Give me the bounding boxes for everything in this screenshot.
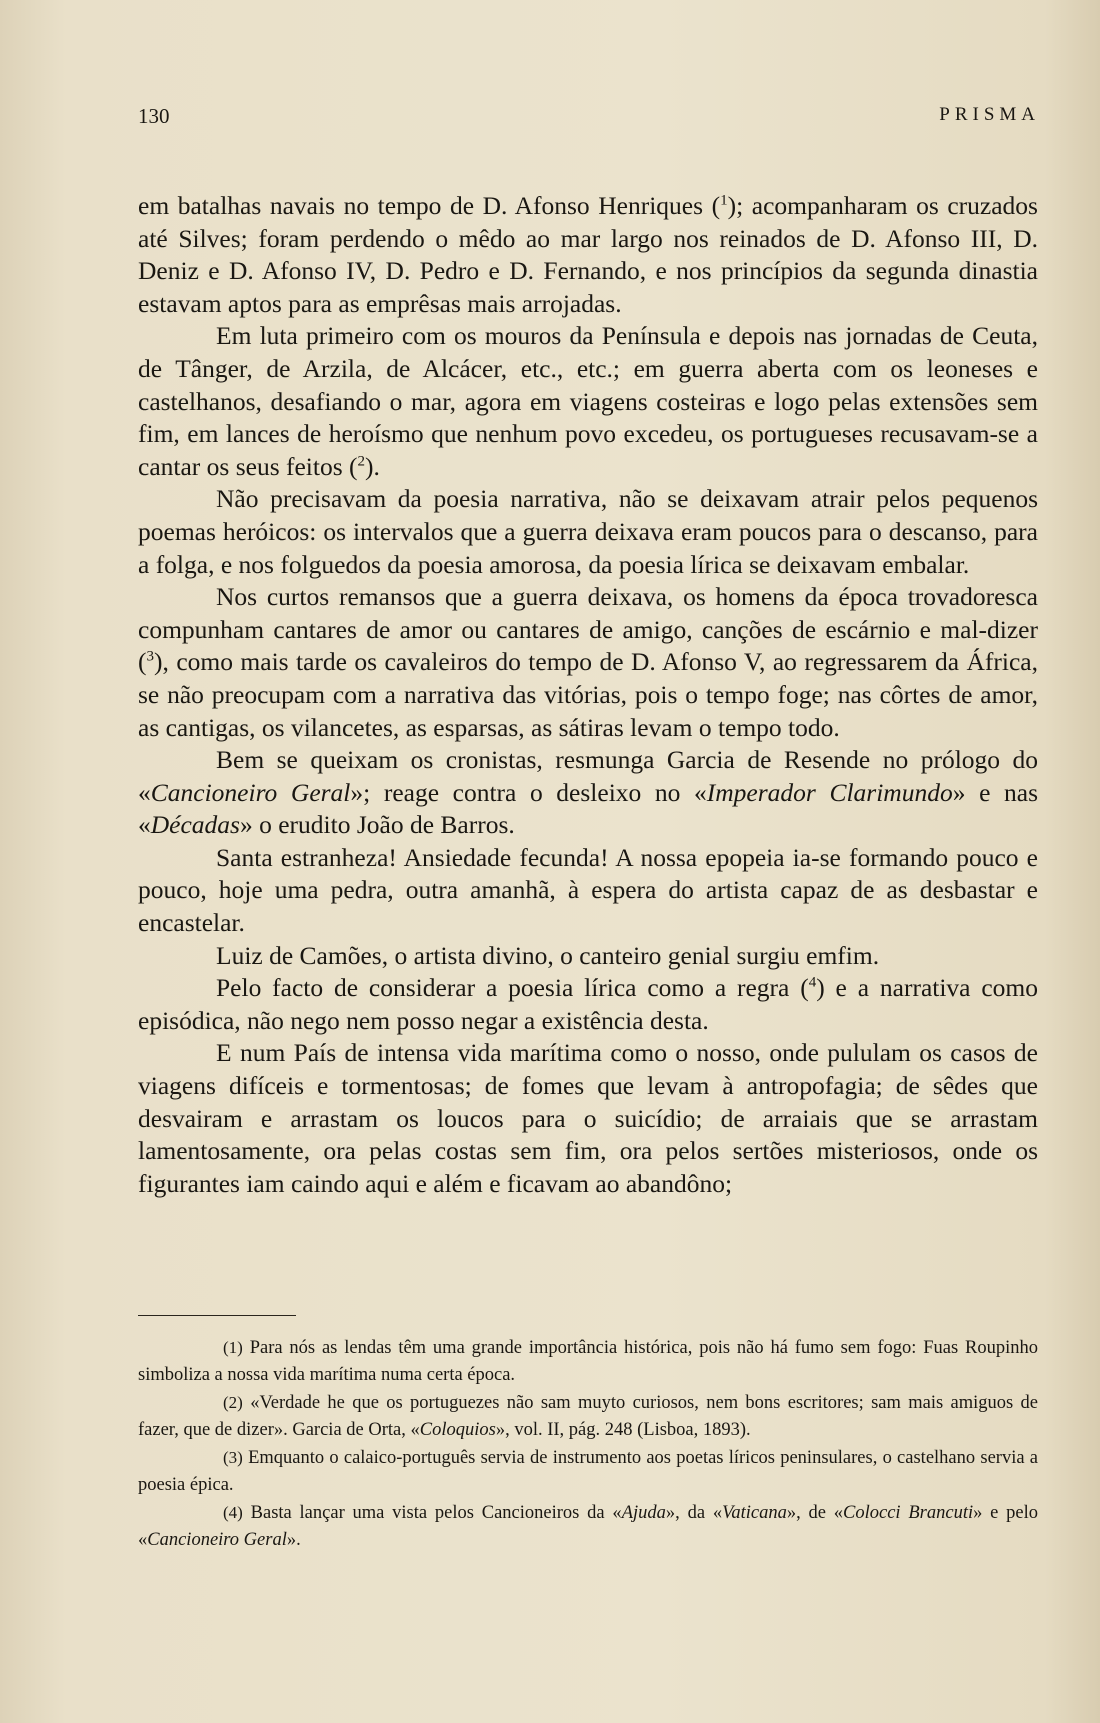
text-span: Em luta primeiro com os mouros da Península e depois nas jornadas de Ceuta, de Tânger, de Arzila, de Alcácer, etc., etc.; em guerra aberta com os leoneses e castelhanos, desafiando o mar, agora em viagens costeiras e logo pelas extensões sem fim, em lances de heroísmo que nenhum povo excedeu, os portugueses recusavam-se a cantar os seus feitos ( [138, 321, 1038, 481]
paragraph [138, 320, 1038, 483]
footnote-mark: (4) [223, 1503, 243, 1522]
footnote-text: », da « [665, 1503, 723, 1523]
paragraph [138, 744, 1038, 842]
text-span: em batalhas navais no tempo de D. Afonso Henriques ( [138, 191, 721, 220]
italic-title: Cancioneiro Geral [150, 777, 351, 807]
footnotes [138, 1334, 1038, 1554]
italic-title: Colocci Brancuti [843, 1503, 974, 1523]
footnote-text: Para nós as lendas têm uma grande importância histórica, pois não há fumo sem fogo: Fuas Roupinho simboliza a nossa vida marítima numa certa época. [138, 1338, 1038, 1385]
italic-title: Vaticana [722, 1503, 787, 1523]
paragraph [138, 972, 1038, 1037]
footnote-text: Basta lançar uma vista pelos Cancioneiros da « [250, 1503, 622, 1523]
footnote-ref: 2 [357, 453, 366, 470]
text-span: Nos curtos remansos que a guerra deixava, os homens da época trovadoresca compunham cantares de amor ou cantares de amigo, canções de escárnio e mal-dizer ( [138, 582, 1038, 677]
text-span: ); acompanharam os cruzados até Silves; foram perdendo o mêdo ao mar largo nos reinados de D. Afonso III, D. Deniz e D. Afonso IV, D. Pedro e D. Fernando, e nos princípios da segunda dinastia estavam aptos para as emprêsas mais arrojadas. [138, 191, 1038, 318]
running-title: PRISMA [939, 104, 1040, 125]
footnote-text: » e pelo « [138, 1503, 1039, 1550]
italic-title: Ajuda [621, 1503, 666, 1523]
text-span: ) e a narrativa como episódica, não nego nem posso negar a existência desta. [138, 973, 1038, 1035]
paragraph [138, 190, 1038, 320]
footnote-text: ». [286, 1530, 301, 1550]
paragraph [138, 581, 1038, 744]
footnote-mark: (3) [223, 1448, 243, 1467]
footnote-4 [138, 1499, 1038, 1554]
paragraph: Luiz de Camões, o artista divino, o canteiro genial surgiu emfim. [216, 940, 880, 970]
text-span: » o erudito João de Barros. [239, 810, 515, 840]
footnote-text: «Verdade he que os portuguezes não sam muyto curiosos, nem bons escritores; sam mais amiguos de fazer, que de dizer». Garcia de Orta, « [138, 1393, 1039, 1440]
paragraph: Santa estranheza! Ansiedade fecunda! A nossa epopeia ia-se formando pouco e pouco, hoje uma pedra, outra amanhã, à espera do artista capaz de as desbastar e encastelar. [138, 842, 1038, 938]
footnote-text: Emquanto o calaico-português servia de instrumento aos poetas líricos peninsulares, o castelhano servia a poesia épica. [138, 1448, 1038, 1495]
footnote-ref: 1 [720, 192, 728, 209]
footnote-mark: (1) [223, 1338, 243, 1357]
footnote-text: », de « [786, 1503, 844, 1523]
text-span: Bem se queixam os cronistas, resmunga Garcia de Resende no prólogo do « [138, 745, 1038, 807]
footnote-3 [138, 1444, 1038, 1499]
footnote-ref: 3 [146, 648, 154, 665]
italic-title: Cancioneiro Geral [147, 1530, 287, 1550]
text-span: Pelo facto de considerar a poesia lírica como a regra ( [216, 973, 809, 1003]
footnote-divider [138, 1315, 296, 1316]
italic-title: Décadas [150, 810, 240, 840]
footnote-2 [138, 1389, 1038, 1444]
text-span: ), como mais tarde os cavaleiros do tempo de D. Afonso V, ao regressarem da África, se não preocupam com a narrativa das vitórias, pois o tempo foge; nas côrtes de amor, as cantigas, os vilancetes, as esparsas, as sátiras levam o tempo todo. [138, 647, 1038, 742]
footnote-1 [138, 1334, 1038, 1389]
footnote-ref: 4 [808, 974, 817, 991]
body-text [138, 190, 1038, 1200]
page-header [138, 104, 1040, 134]
text-span: ). [365, 451, 380, 481]
italic-title: Imperador Clarimundo [706, 777, 953, 807]
footnote-text: », vol. II, pág. 248 (Lisboa, 1893). [495, 1420, 751, 1440]
paragraph: Não precisavam da poesia narrativa, não se deixavam atrair pelos pequenos poemas heróicos: os intervalos que a guerra deixava eram poucos para o descanso, para a folga, e nos folguedos da poesia amorosa, da poesia lírica se deixavam embalar. [138, 484, 1038, 579]
paragraph: E num País de intensa vida marítima como o nosso, onde pululam os casos de viagens difíceis e tormentosas; de fomes que levam à antropofagia; de sêdes que desvairam e arrastam os loucos para o suicídio; de arraiais que se arrastam lamentosamente, ora pelas costas sem fim, ora pelos sertões misteriosos, onde os figurantes iam caindo aqui e além e ficavam ao abandôno; [138, 1038, 1038, 1198]
footnote-mark: (2) [223, 1393, 243, 1412]
italic-title: Coloquios [419, 1420, 496, 1440]
text-span: » e nas « [138, 777, 1038, 840]
text-span: »; reage contra o desleixo no « [350, 777, 707, 807]
page-number: 130 [138, 104, 170, 128]
